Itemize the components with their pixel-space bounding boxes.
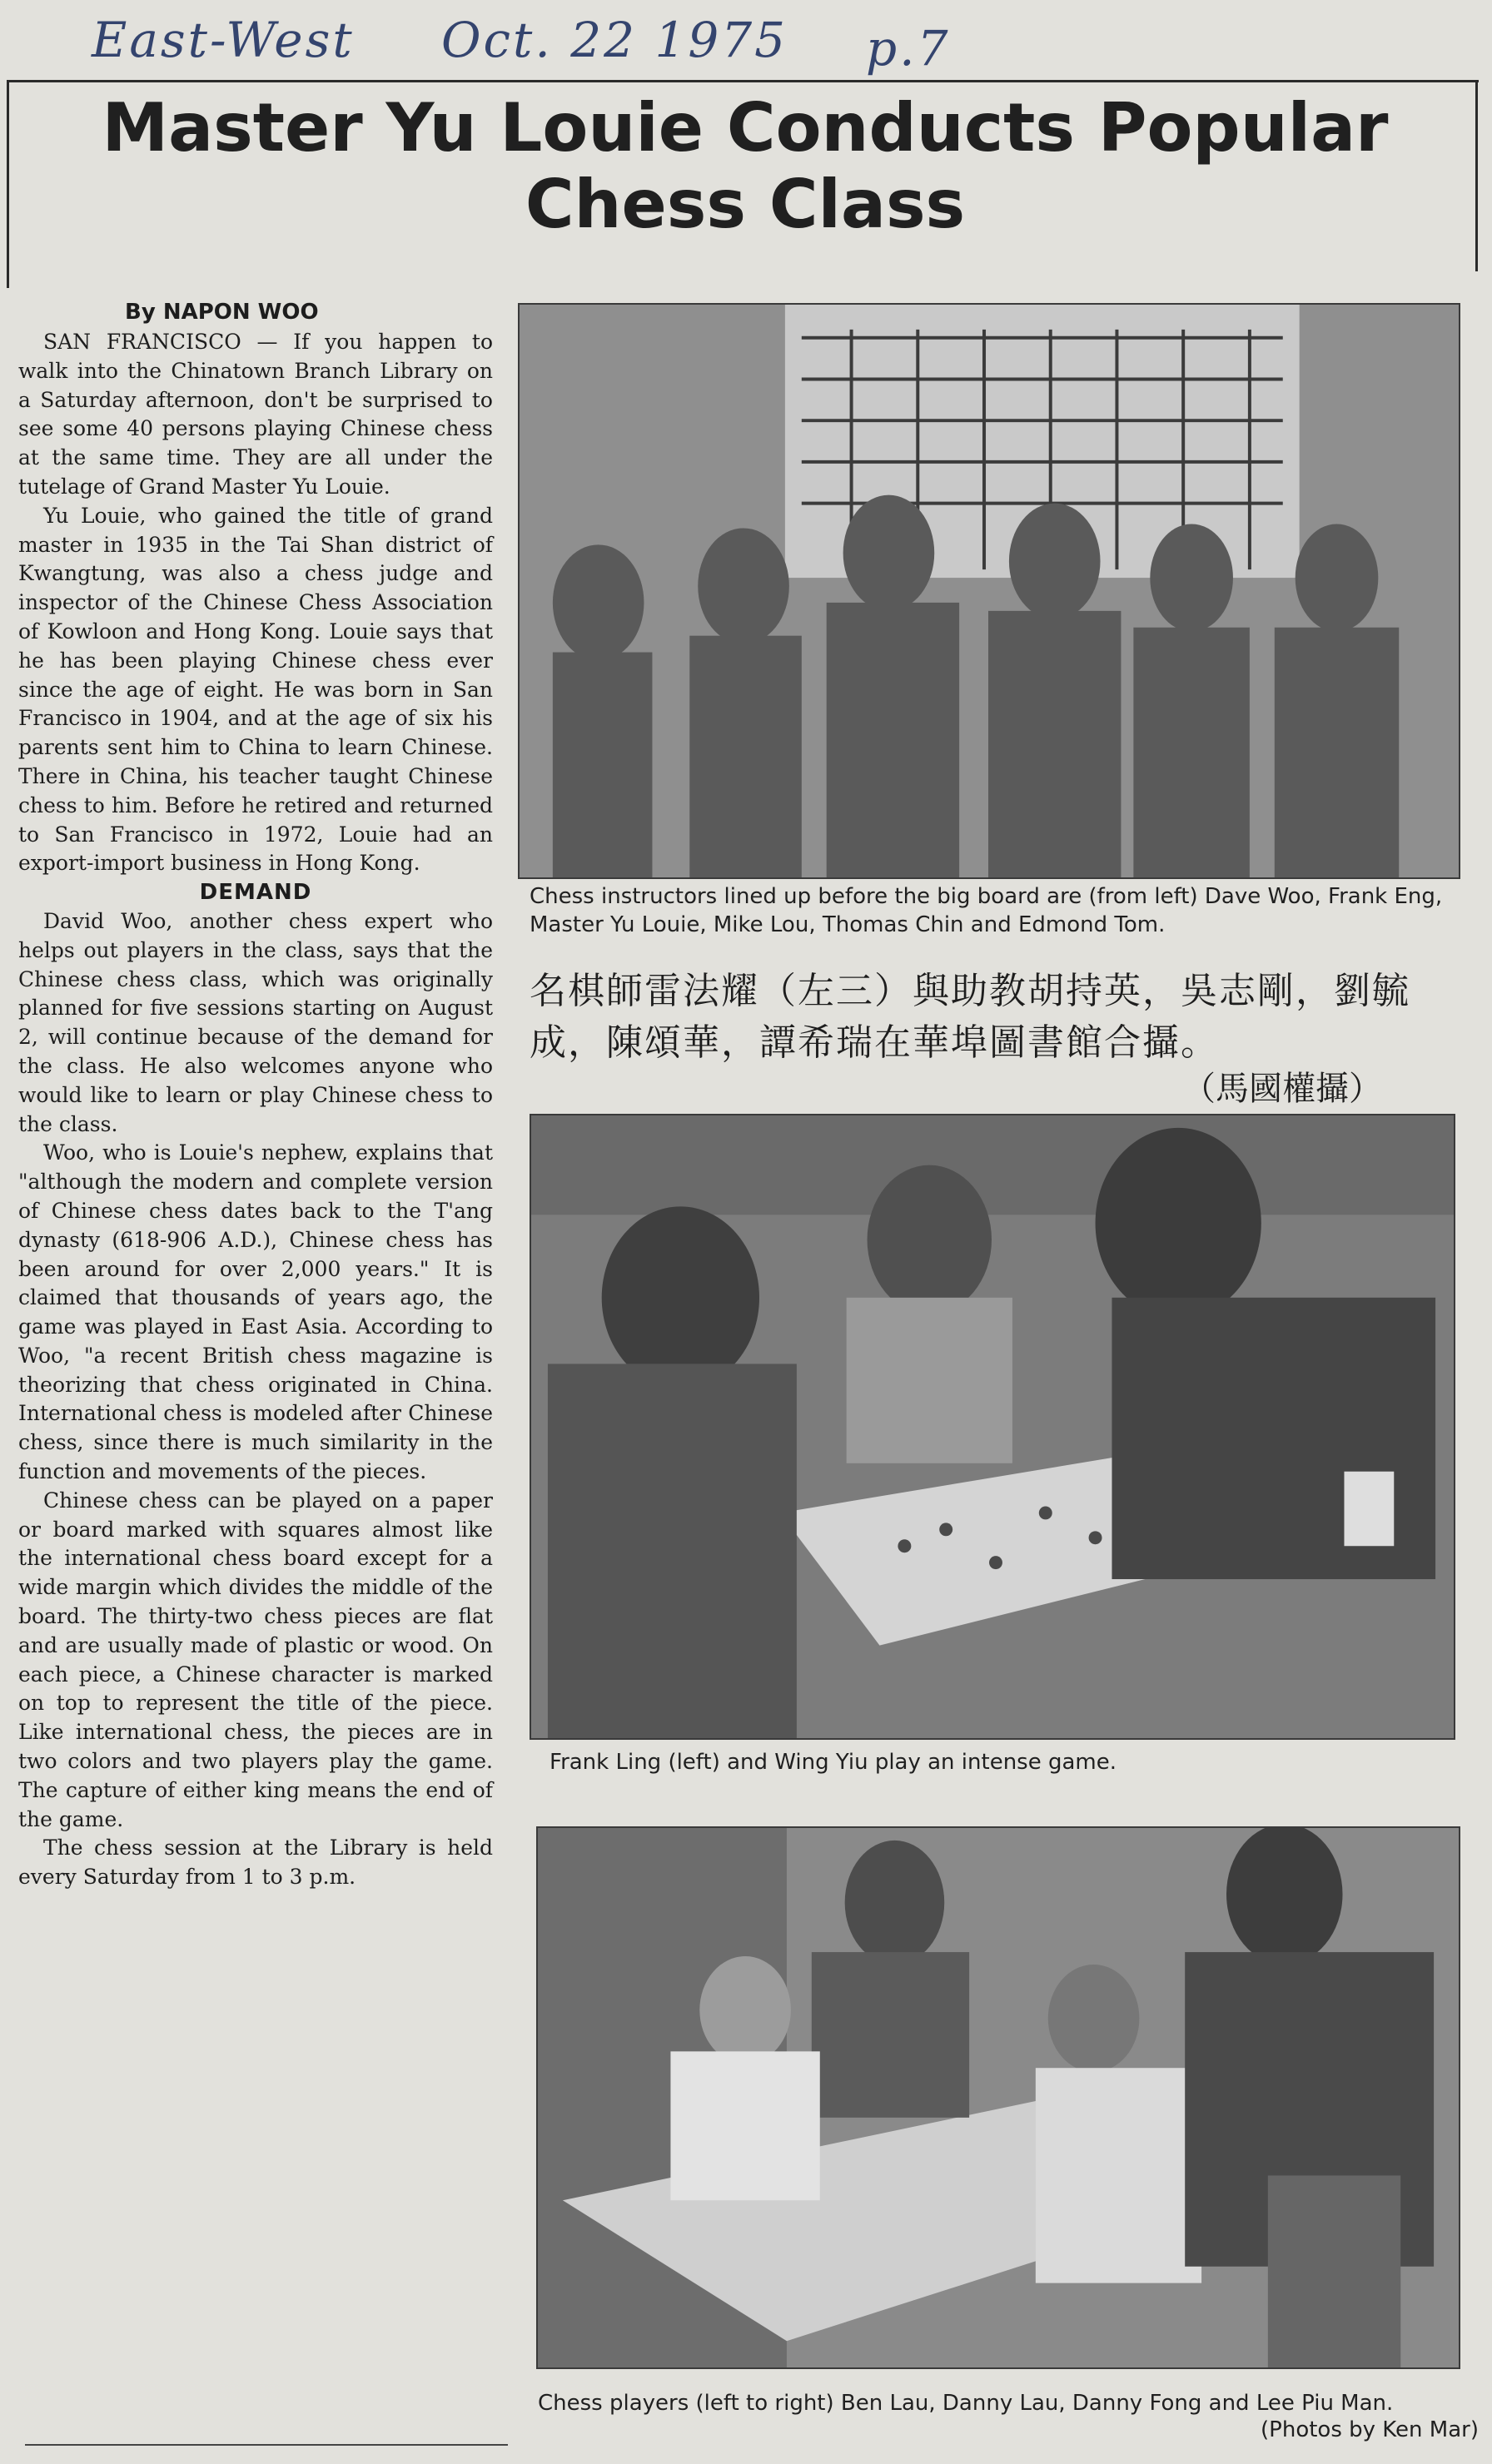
headline: Master Yu Louie Conducts Popular Chess Class [102,89,1389,243]
paragraph: David Woo, another chess expert who helps out players in the class, says that the Chinese chess class, which was originally planned for five sessions starting on August 2, will continue because of the demand for the class. He also welcomes anyone who would like to learn or play Chinese chess to the class. [18,908,493,1136]
photo-credit: (Photos by Ken Mar) [1261,2417,1479,2442]
annotation-page: p.7 [866,20,951,77]
photo-game-image [531,1115,1454,1738]
caption-players: Chess players (left to right) Ben Lau, Danny Lau, Danny Fong and Lee Piu Man. [538,2391,1394,2416]
paragraph: Chinese chess can be played on a paper or board marked with squares almost like the international chess board except for a wide margin which divides the middle of the board. The thirty-two chess pieces are flat and are usually made of plastic or wood. On each piece, a Chinese character is marked on top to represent the title of the piece. Like international chess, the pieces are in two colors and two players play the game. The capture of either king means the end of the game. [18,1488,493,1831]
paragraph: Woo, who is Louie's nephew, explains that "although the modern and complete version of Chinese chess dates back to the T'ang dynasty (618-906 A.D.), Chinese chess has been around for over 2,000 years." It is claimed that thousands of years ago, the game was played in East Asia. According to Woo, "a recent British chess magazine is theorizing that chess originated in China. International chess is modeled after Chinese chess, since there is much similarity in the function and movements of the pieces. [18,1140,493,1484]
article-body [18,328,493,1892]
photo-instructors [518,303,1460,879]
annotation-date: Oct. 22 1975 [441,12,788,68]
annotation-publication: East-West [92,12,355,68]
subhead: DEMAND [199,880,312,906]
paragraph: The chess session at the Library is held every Saturday from 1 to 3 p.m. [18,1836,493,1890]
photo-players-image [538,1828,1459,2367]
photo-game [530,1114,1455,1740]
top-rule [7,80,1479,82]
caption-chinese: 名棋師雷法耀（左三）與助教胡持英，吳志剛，劉毓成，陳頌華，譚希瑞在華埠圖書館合攝。 [530,970,1410,1064]
photo-players [536,1826,1460,2369]
photo-instructors-image [520,305,1459,877]
paragraph: Yu Louie, who gained the title of grand master in 1935 in the Tai Shan district of Kwangtung, was also a chess judge and inspector of the Chinese Chess Association of Kowloon and Hong Kong. Louie says that he has been playing Chinese chess ever since the age of eight. He was born in San Francisco in 1904, and at the age of six his parents sent him to China to learn Chinese. There in China, his teacher taught Chinese chess to him. Before he retired and returned to San Francisco in 1972, Louie had an export-import business in Hong Kong. [18,503,493,876]
paragraph: SAN FRANCISCO — If you happen to walk into the Chinatown Branch Library on a Saturday afternoon, don't be surprised to see some 40 persons playing Chinese chess at the same time. They are all under the tutelage of Grand Master Yu Louie. [18,330,493,499]
caption-game: Frank Ling (left) and Wing Yiu play an intense game. [550,1750,1117,1775]
left-rule [7,80,9,288]
right-rule [1475,80,1478,271]
credit-chinese: （馬國權攝） [1182,1070,1382,1108]
handwritten-annotation [92,5,1007,85]
caption-instructors: Chess instructors lined up before the big board are (from left) Dave Woo, Frank Eng, Master Yu Louie, Mike Lou, Thomas Chin and Edmond Tom. [530,884,1443,937]
column-end-rule [25,2444,508,2446]
byline: By NAPON WOO [125,300,319,325]
